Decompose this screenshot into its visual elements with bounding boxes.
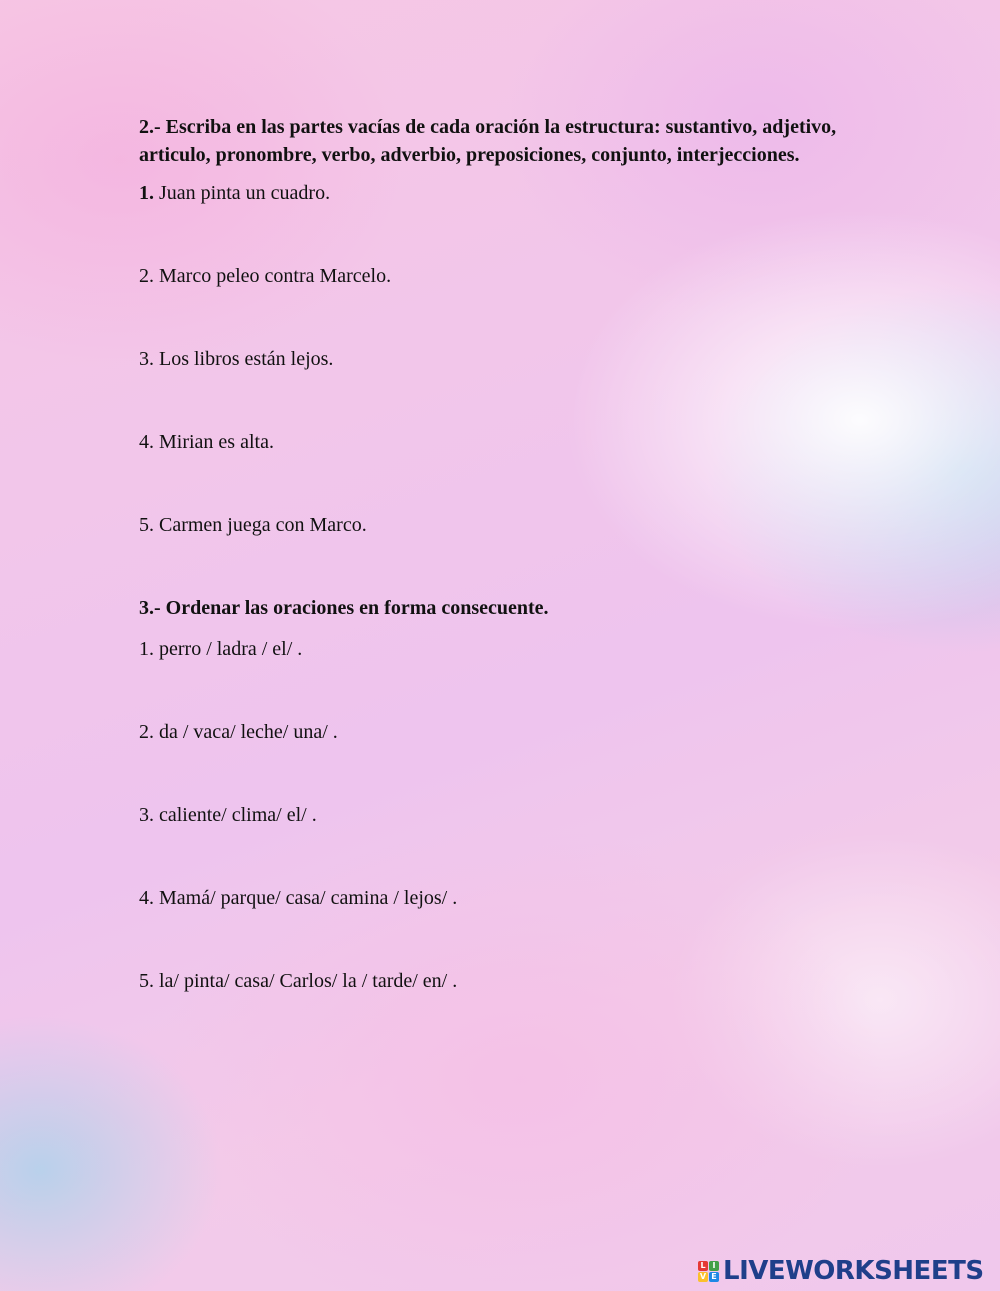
sentence-item-2 — [139, 262, 859, 290]
item-number: 5. — [139, 970, 154, 992]
item-text: la/ pinta/ casa/ Carlos/ la / tarde/ en/ . — [154, 970, 458, 992]
order-item-4 — [139, 884, 859, 912]
item-text: Los libros están lejos. — [154, 348, 334, 370]
logo-letter-e: E — [709, 1272, 719, 1282]
order-item-2 — [139, 718, 859, 746]
order-item-5 — [139, 967, 859, 995]
item-text: da / vaca/ leche/ una/ . — [154, 721, 338, 743]
sentence-item-5 — [139, 511, 859, 539]
liveworksheets-logo — [698, 1256, 984, 1286]
worksheet — [139, 113, 859, 995]
item-number: 2. — [139, 265, 154, 287]
logo-letter-i: I — [709, 1261, 719, 1271]
sentence-item-1 — [139, 179, 859, 207]
item-text: perro / ladra / el/ . — [154, 638, 303, 660]
section-2-instructions: 2.- Escriba en las partes vacías de cada oración la estructura: sustantivo, adjetivo, articulo, pronombre, verbo, adverbio, preposiciones, conjunto, interjecciones. — [139, 116, 837, 166]
live-blocks-icon — [698, 1261, 719, 1282]
item-number: 3. — [139, 804, 154, 826]
item-text: Mirian es alta. — [154, 431, 274, 453]
order-item-1 — [139, 635, 859, 663]
section-3-instructions: 3.- Ordenar las oraciones en forma consecuente. — [139, 597, 549, 619]
item-number: 4. — [139, 431, 154, 453]
item-number: 2. — [139, 721, 154, 743]
sentence-item-4 — [139, 428, 859, 456]
item-number: 4. — [139, 887, 154, 909]
item-text: Juan pinta un cuadro. — [154, 182, 331, 204]
item-text: Carmen juega con Marco. — [154, 514, 367, 536]
item-number: 1. — [139, 182, 154, 204]
logo-letter-l: L — [698, 1261, 708, 1271]
item-number: 1. — [139, 638, 154, 660]
item-text: caliente/ clima/ el/ . — [154, 804, 317, 826]
order-item-3 — [139, 801, 859, 829]
item-number: 5. — [139, 514, 154, 536]
item-text: Mamá/ parque/ casa/ camina / lejos/ . — [154, 887, 458, 909]
sentence-item-3 — [139, 345, 859, 373]
logo-wordmark: LIVEWORKSHEETS — [723, 1256, 984, 1286]
item-number: 3. — [139, 348, 154, 370]
item-text: Marco peleo contra Marcelo. — [154, 265, 392, 287]
logo-letter-v: V — [699, 1271, 707, 1281]
